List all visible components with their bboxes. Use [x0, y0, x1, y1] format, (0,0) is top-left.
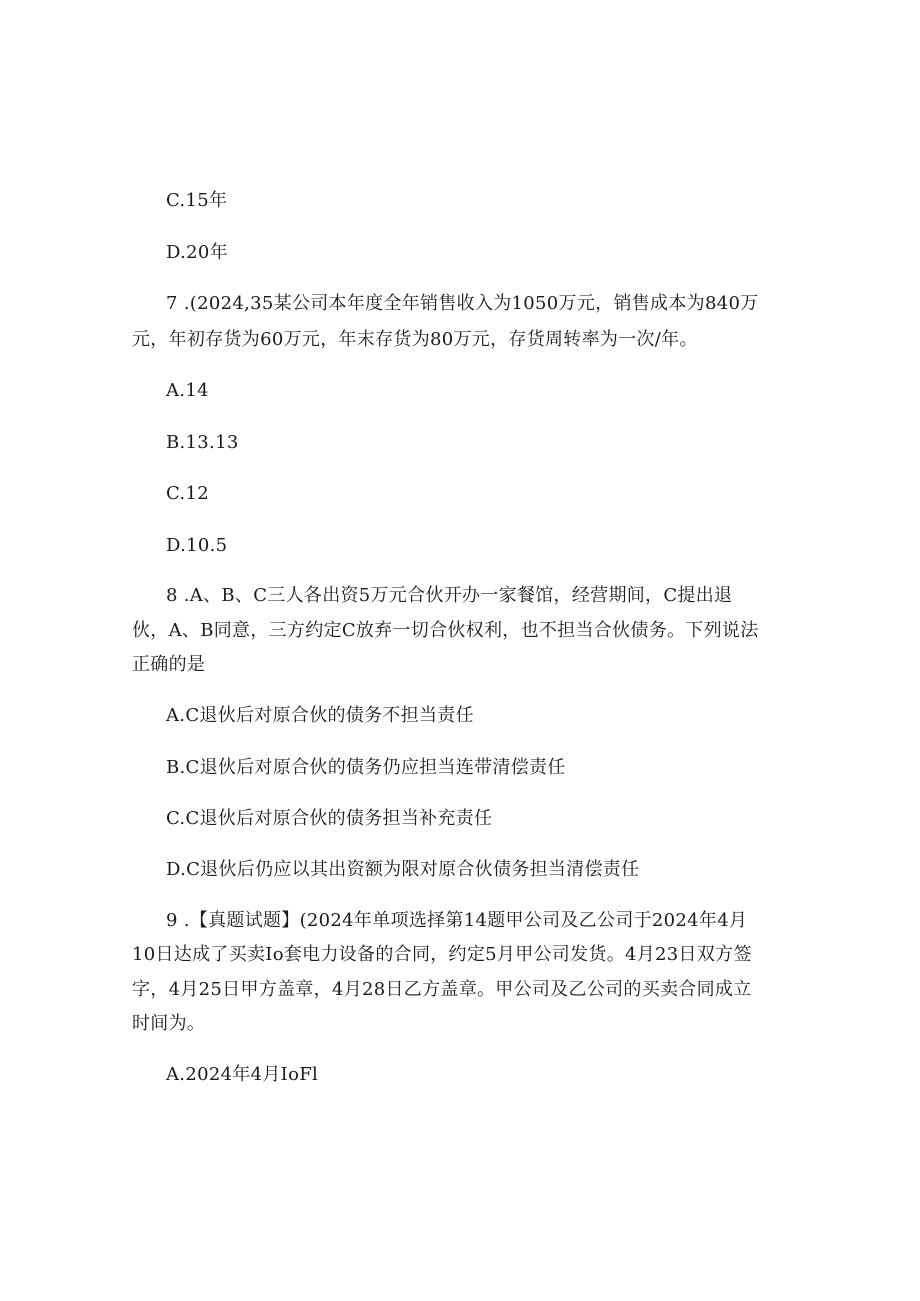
question-9-line-3: 字，4月25日甲方盖章，4月28日乙方盖章。甲公司及乙公司的买卖合同成立 — [132, 979, 752, 1000]
question-8-line-2: 伙，A、B同意，三方约定C放弃一切合伙权利，也不担当合伙债务。下列说法 — [132, 620, 759, 641]
q8-option-d: D.C退伙后仍应以其出资额为限对原合伙债务担当清偿责任 — [166, 859, 640, 880]
q8-option-a: A.C退伙后对原合伙的债务不担当责任 — [166, 705, 474, 726]
option-d-20-years: D.20年 — [166, 242, 228, 263]
q7-option-d: D.10.5 — [166, 535, 228, 556]
question-9-line-2: 10日达成了买卖Io套电力设备的合同，约定5月甲公司发货。4月23日双方签 — [132, 944, 752, 965]
q8-option-b: B.C退伙后对原合伙的债务仍应担当连带清偿责任 — [166, 757, 566, 778]
option-c-15-years: C.15年 — [166, 190, 228, 211]
q7-option-b: B.13.13 — [166, 432, 239, 453]
question-9-line-1: 9 .【真题试题】(2024年单项选择第14题甲公司及乙公司于2024年4月 — [166, 910, 748, 931]
q7-option-a: A.14 — [166, 380, 209, 401]
question-7-line-1: 7 .(2024,35某公司本年度全年销售收入为1050万元，销售成本为840万 — [166, 293, 759, 314]
question-8-line-1: 8 .A、B、C三人各出资5万元合伙开办一家餐馆，经营期间，C提出退 — [166, 585, 733, 606]
q8-option-c: C.C退伙后对原合伙的债务担当补充责任 — [166, 808, 493, 829]
question-7-line-2: 元，年初存货为60万元，年末存货为80万元，存货周转率为一次/年。 — [132, 329, 698, 350]
question-8-line-3: 正确的是 — [132, 654, 206, 675]
q9-option-a: A.2024年4月IoFl — [166, 1064, 319, 1085]
q7-option-c: C.12 — [166, 483, 209, 504]
question-9-line-4: 时间为。 — [132, 1013, 206, 1034]
